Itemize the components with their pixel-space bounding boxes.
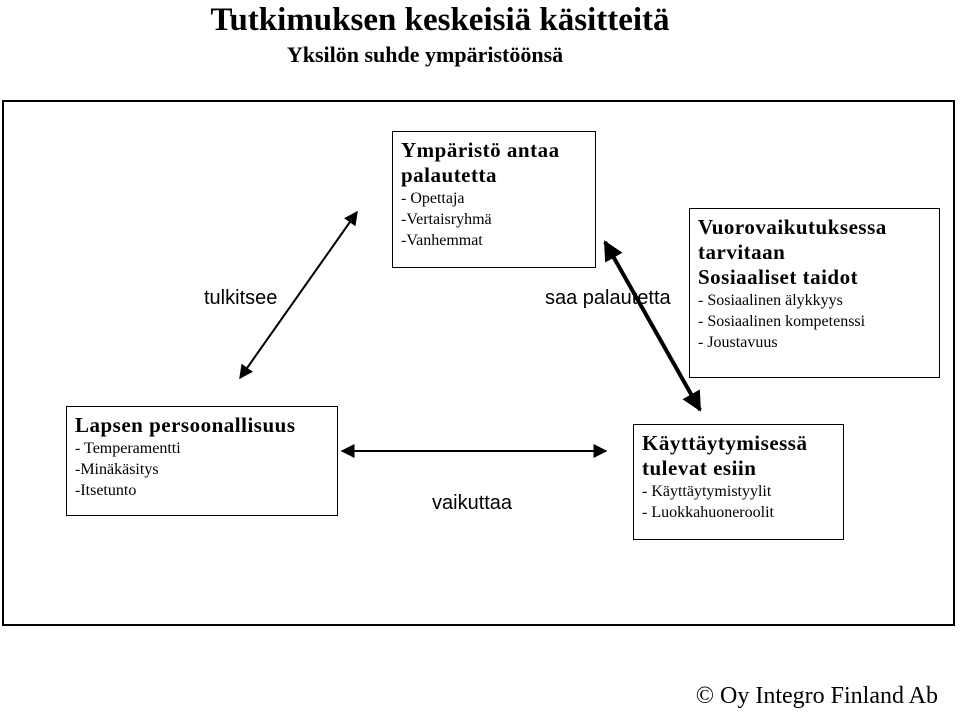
social-skills-box	[689, 208, 940, 378]
behavior-box	[633, 424, 844, 540]
feedback-arrow	[605, 242, 700, 410]
social-heading: Vuorovaikutuksessa tarvitaan Sosiaaliset taidot	[698, 215, 887, 289]
gets-feedback-label: saa palautetta	[545, 287, 671, 309]
behavior-item: - Käyttäytymistyylit	[642, 483, 772, 500]
affects-label: vaikuttaa	[432, 492, 513, 514]
slide-title: Tutkimuksen keskeisiä käsitteitä	[210, 2, 670, 38]
behavior-heading: Käyttäytymisessä tulevat esiin	[642, 431, 808, 480]
slide-subtitle: Yksilön suhde ympäristöönsä	[286, 42, 564, 67]
interprets-label: tulkitsee	[204, 287, 278, 309]
personality-box	[66, 406, 338, 516]
environment-heading: Ympäristö antaa palautetta	[401, 138, 560, 187]
personality-heading: Lapsen persoonallisuus	[75, 413, 296, 437]
social-item: - Sosiaalinen älykkyys	[698, 292, 843, 309]
behavior-item: - Luokkahuoneroolit	[642, 504, 774, 521]
personality-item: -Minäkäsitys	[75, 461, 159, 478]
personality-item: -Itsetunto	[75, 482, 137, 499]
social-item: - Joustavuus	[698, 334, 778, 351]
environment-item: -Vertaisryhmä	[401, 211, 492, 228]
environment-item: - Opettaja	[401, 190, 465, 207]
social-item: - Sosiaalinen kompetenssi	[698, 313, 866, 330]
environment-item: -Vanhemmat	[401, 232, 483, 249]
personality-item: - Temperamentti	[75, 440, 181, 457]
environment-box	[392, 131, 596, 268]
copyright: © Oy Integro Finland Ab	[695, 683, 938, 709]
